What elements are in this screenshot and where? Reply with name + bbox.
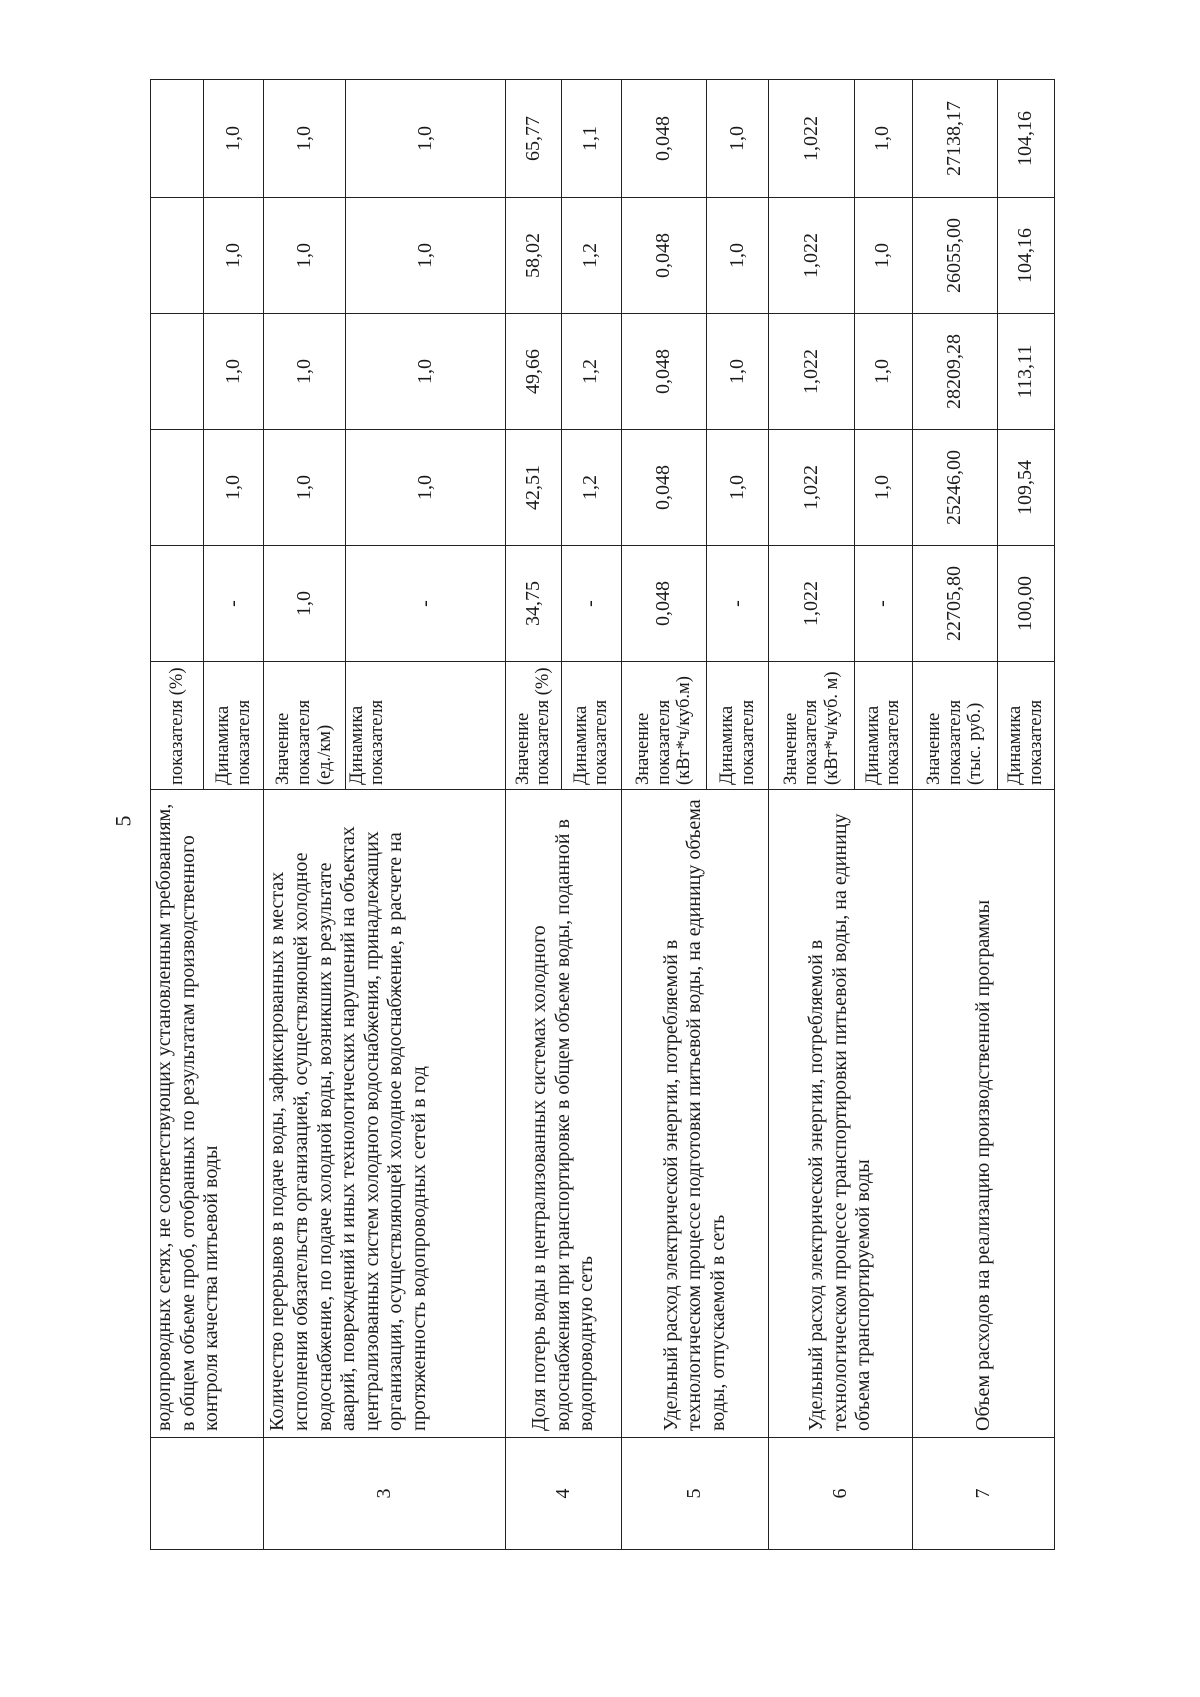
dynamic-unit: Динамика показателя — [707, 662, 769, 790]
value-cell — [151, 430, 204, 546]
value-cell: 1,0 — [264, 198, 345, 314]
value-cell — [151, 314, 204, 430]
dynamic-cell: 1,0 — [204, 80, 264, 198]
dynamic-cell: 1,0 — [204, 430, 264, 546]
value-cell: 1,022 — [769, 198, 855, 314]
dynamic-cell: - — [707, 546, 769, 662]
dynamic-cell: 1,0 — [345, 80, 505, 198]
value-cell: 0,048 — [621, 430, 707, 546]
value-cell: 26055,00 — [912, 198, 998, 314]
dynamic-cell: 1,2 — [561, 430, 621, 546]
value-cell: 1,0 — [264, 546, 345, 662]
dynamic-unit: Динамика показателя — [998, 662, 1055, 790]
row-index: 6 — [769, 1438, 912, 1550]
dynamic-cell: 1,0 — [707, 314, 769, 430]
dynamic-cell: 109,54 — [998, 430, 1055, 546]
dynamic-unit: Динамика показателя — [204, 662, 264, 790]
value-cell: 25246,00 — [912, 430, 998, 546]
row-index — [151, 1438, 264, 1550]
indicator-text: Удельный расход электрической энергии, потребляемой в технологическом процессе транспортировки питьевой воды, на единицу объема транспортируемой воды — [769, 790, 912, 1438]
dynamic-cell: 1,2 — [561, 198, 621, 314]
value-cell: 65,77 — [506, 80, 562, 198]
value-cell: 1,0 — [264, 314, 345, 430]
dynamic-cell: 113,11 — [998, 314, 1055, 430]
indicator-text: Количество перерывов в подаче воды, зафиксированных в местах исполнения обязательств организацией, осуществляющей холодное водоснабжение, по подаче холодной воды, возникших в результате аварий, повреждений и иных технологических нарушений на объектах централизованных систем холодного водоснабжения, принадлежащих организации, осуществляющей холодное водоснабжение, в расчете на протяженность водопроводных сетей в год — [264, 790, 506, 1438]
row-index: 3 — [264, 1438, 506, 1550]
dynamic-cell: 104,16 — [998, 198, 1055, 314]
table-row — [912, 80, 998, 1550]
dynamic-cell: - — [854, 546, 912, 662]
dynamic-cell: 1,0 — [707, 80, 769, 198]
indicator-text: Удельный расход электрической энергии, потребляемой в технологическом процессе подготовки питьевой воды, на единицу объема воды, отпускаемой в сеть — [621, 790, 769, 1438]
indicator-text: водопроводных сетях, не соответствующих установленным требованиям, в общем объеме проб, отобранных по результатам производственного контроля качества питьевой воды — [151, 790, 264, 1438]
dynamic-cell: - — [204, 546, 264, 662]
indicator-text: Объем расходов на реализацию производственной программы — [912, 790, 1054, 1438]
value-cell: 42,51 — [506, 430, 562, 546]
value-cell: 1,022 — [769, 314, 855, 430]
value-cell — [151, 546, 204, 662]
value-unit: показателя (%) — [151, 662, 204, 790]
dynamic-cell: 1,0 — [345, 314, 505, 430]
dynamic-cell: 1,0 — [707, 198, 769, 314]
value-unit: Значение показателя (кВт*ч/куб.м) — [621, 662, 707, 790]
value-cell: 22705,80 — [912, 546, 998, 662]
value-unit: Значение показателя (%) — [506, 662, 562, 790]
table-body — [151, 80, 1055, 1550]
rotated-table-container — [150, 80, 1055, 1550]
row-index: 4 — [506, 1438, 622, 1550]
table-row — [769, 80, 855, 1550]
value-unit: Значение показателя (тыс. руб.) — [912, 662, 998, 790]
dynamic-cell: 1,0 — [854, 430, 912, 546]
table-row — [264, 80, 345, 1550]
value-cell: 1,0 — [264, 430, 345, 546]
dynamic-cell: 1,0 — [345, 430, 505, 546]
table-row — [151, 80, 204, 1550]
value-cell: 1,022 — [769, 430, 855, 546]
dynamic-cell: 1,0 — [204, 314, 264, 430]
dynamic-cell: 104,16 — [998, 80, 1055, 198]
dynamic-cell: - — [345, 546, 505, 662]
dynamic-cell: 1,0 — [204, 198, 264, 314]
page-number: 5 — [110, 815, 136, 827]
row-index: 7 — [912, 1438, 1054, 1550]
dynamic-cell: 1,0 — [707, 430, 769, 546]
dynamic-cell: 1,1 — [561, 80, 621, 198]
indicator-text: Доля потерь воды в централизованных системах холодного водоснабжения при транспортировке в общем объеме воды, поданной в водопроводную сеть — [506, 790, 622, 1438]
table-row — [506, 80, 562, 1550]
value-cell: 0,048 — [621, 198, 707, 314]
value-cell: 28209,28 — [912, 314, 998, 430]
dynamic-cell: 1,0 — [854, 80, 912, 198]
dynamic-unit: Динамика показателя — [854, 662, 912, 790]
value-cell: 0,048 — [621, 80, 707, 198]
dynamic-unit: Динамика показателя — [345, 662, 505, 790]
indicators-table — [150, 79, 1055, 1550]
dynamic-cell: - — [561, 546, 621, 662]
value-cell — [151, 80, 204, 198]
value-unit: Значение показателя (кВт*ч/куб. м) — [769, 662, 855, 790]
value-cell — [151, 198, 204, 314]
value-cell: 49,66 — [506, 314, 562, 430]
row-index: 5 — [621, 1438, 769, 1550]
value-cell: 58,02 — [506, 198, 562, 314]
value-cell: 1,0 — [264, 80, 345, 198]
value-cell: 0,048 — [621, 314, 707, 430]
dynamic-cell: 1,2 — [561, 314, 621, 430]
dynamic-cell: 1,0 — [854, 198, 912, 314]
value-cell: 1,022 — [769, 546, 855, 662]
dynamic-cell: 100,00 — [998, 546, 1055, 662]
value-cell: 1,022 — [769, 80, 855, 198]
dynamic-unit: Динамика показателя — [561, 662, 621, 790]
value-cell: 0,048 — [621, 546, 707, 662]
table-row — [621, 80, 707, 1550]
value-cell: 34,75 — [506, 546, 562, 662]
dynamic-cell: 1,0 — [854, 314, 912, 430]
value-cell: 27138,17 — [912, 80, 998, 198]
dynamic-cell: 1,0 — [345, 198, 505, 314]
value-unit: Значение показателя (ед./км) — [264, 662, 345, 790]
